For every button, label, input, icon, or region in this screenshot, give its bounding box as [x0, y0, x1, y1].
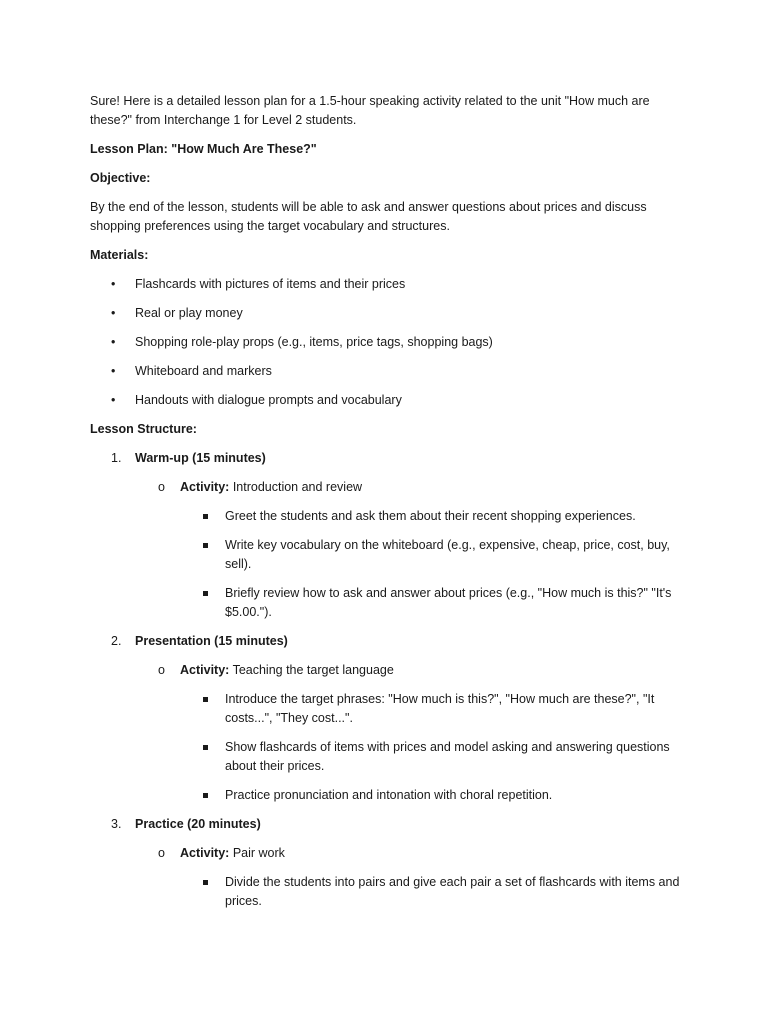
step-heading: [90, 449, 690, 468]
bullet-icon: •: [111, 306, 116, 320]
list-item: • Flashcards with pictures of items and their prices: [90, 275, 690, 294]
objective-heading: Objective:: [90, 171, 151, 185]
lesson-title: Lesson Plan: "How Much Are These?": [90, 142, 317, 156]
step-title: Practice (20 minutes): [135, 817, 261, 831]
step-presentation: [90, 632, 690, 805]
list-item: • Handouts with dialogue prompts and vocabulary: [90, 391, 690, 410]
activity-label: Activity:: [180, 480, 230, 494]
step-title: Presentation (15 minutes): [135, 634, 288, 648]
list-item: Introduce the target phrases: "How much is this?", "How much are these?", "It costs...", "They cost...".: [90, 690, 690, 728]
activity-line: [90, 661, 690, 680]
list-item: Show flashcards of items with prices and model asking and answering questions about their prices.: [90, 738, 690, 776]
bullet-icon: •: [111, 277, 116, 291]
square-bullet-icon: [203, 793, 208, 798]
bullet-icon: •: [111, 393, 116, 407]
step-number: 1.: [111, 451, 122, 465]
activity-line: [90, 844, 690, 863]
bullet-icon: •: [111, 364, 116, 378]
circle-bullet-icon: o: [158, 846, 165, 860]
activity-text: Introduction and review: [232, 480, 363, 494]
list-item: Briefly review how to ask and answer about prices (e.g., "How much is this?" "It's $5.00.").: [90, 584, 690, 622]
step-number: 3.: [111, 817, 122, 831]
list-item: Write key vocabulary on the whiteboard (e.g., expensive, cheap, price, cost, buy, sell).: [90, 536, 690, 574]
materials-list: [90, 275, 690, 410]
circle-bullet-icon: o: [158, 663, 165, 677]
activity-text: Pair work: [232, 846, 285, 860]
square-bullet-icon: [203, 543, 208, 548]
step-practice: [90, 815, 690, 911]
structure-heading: Lesson Structure:: [90, 422, 197, 436]
materials-heading: Materials:: [90, 248, 149, 262]
step-number: 2.: [111, 634, 122, 648]
objective-text: By the end of the lesson, students will be able to ask and answer questions about prices and discuss shopping preferences using the target vocabulary and structures.: [90, 200, 647, 233]
list-item: Divide the students into pairs and give each pair a set of flashcards with items and prices.: [90, 873, 690, 911]
activity-label: Activity:: [180, 846, 230, 860]
circle-bullet-icon: o: [158, 480, 165, 494]
square-bullet-icon: [203, 591, 208, 596]
list-item: • Real or play money: [90, 304, 690, 323]
step-heading: [90, 815, 690, 834]
step-heading: [90, 632, 690, 651]
activity-text: Teaching the target language: [232, 663, 394, 677]
list-item: Practice pronunciation and intonation with choral repetition.: [90, 786, 690, 805]
list-item: Greet the students and ask them about their recent shopping experiences.: [90, 507, 690, 526]
square-bullet-icon: [203, 514, 208, 519]
activity-label: Activity:: [180, 663, 230, 677]
square-bullet-icon: [203, 697, 208, 702]
step-title: Warm-up (15 minutes): [135, 451, 266, 465]
bullet-icon: •: [111, 335, 116, 349]
square-bullet-icon: [203, 745, 208, 750]
step-warm-up: [90, 449, 690, 622]
list-item: • Shopping role-play props (e.g., items, price tags, shopping bags): [90, 333, 690, 352]
activity-line: [90, 478, 690, 497]
square-bullet-icon: [203, 880, 208, 885]
document-page: [90, 92, 690, 921]
intro-paragraph: Sure! Here is a detailed lesson plan for a 1.5-hour speaking activity related to the unit "How much are these?" from Interchange 1 for Level 2 students.: [90, 94, 650, 127]
list-item: • Whiteboard and markers: [90, 362, 690, 381]
